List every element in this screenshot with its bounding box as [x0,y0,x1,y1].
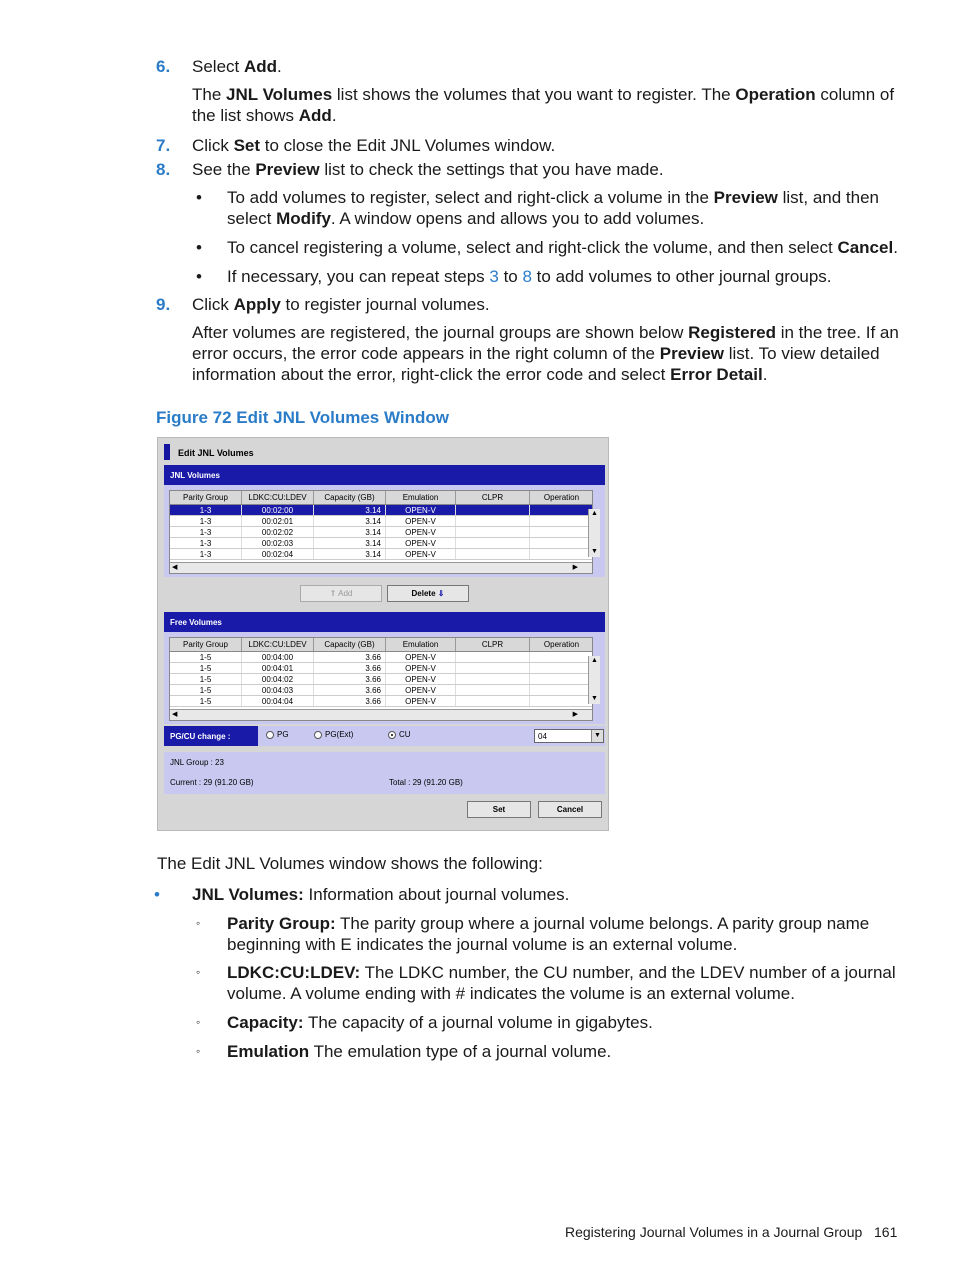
cell: 3.14 [314,505,386,515]
bold-term: Preview [713,188,778,207]
step-link[interactable]: 3 [489,267,499,286]
circle-bullet-icon: ◦ [196,1015,201,1029]
cell: 3.66 [314,674,386,684]
list-item-text: If necessary, you can repeat steps 3 to 8 to add volumes to other journal groups. [227,267,832,286]
column-header[interactable]: Operation [530,491,593,504]
bold-term: Emulation [227,1042,310,1061]
step-number: 9. [156,295,171,314]
cell: 00:02:00 [242,505,314,515]
list-item-text: To cancel registering a volume, select and right-click the volume, and then select Cancel. [227,238,898,257]
cell: 3.66 [314,663,386,673]
cell: 1-5 [170,663,242,673]
pgcu-change-label: PG/CU change : [164,726,258,746]
free-volumes-header: Free Volumes [164,612,605,632]
table-row[interactable] [170,674,592,685]
column-header[interactable]: Emulation [386,638,456,651]
step-6-note: The JNL Volumes list shows the volumes that you want to register. The Operation column of the list shows Add. [192,85,895,125]
table-row[interactable] [170,685,592,696]
bold-term: Capacity: [227,1013,304,1032]
figure-caption: Figure 72 Edit JNL Volumes Window [156,408,449,427]
column-header[interactable]: Parity Group [170,638,242,651]
table-row[interactable] [170,527,592,538]
table-row[interactable] [170,549,592,560]
vertical-scrollbar[interactable] [588,656,600,704]
set-button[interactable]: Set [467,801,531,818]
bold-term: Preview [659,344,724,363]
delete-button[interactable] [387,585,469,602]
cell: 00:04:01 [242,663,314,673]
cell: OPEN-V [386,663,456,673]
table-row[interactable] [170,516,592,527]
cell: 00:02:01 [242,516,314,526]
bullet-icon: • [154,885,160,904]
cell [456,549,530,559]
table-row[interactable] [170,663,592,674]
cell [456,674,530,684]
cell [530,663,593,673]
bullet-icon: • [196,267,202,286]
cell: 3.14 [314,527,386,537]
double-down-icon: ⇓ [437,589,445,598]
cell: 1-3 [170,505,242,515]
scroll-down-icon[interactable]: ▼ [591,695,598,702]
scroll-right-icon[interactable]: ▶ [572,564,578,571]
vertical-scrollbar[interactable] [588,509,600,557]
step-text: Click Set to close the Edit JNL Volumes window. [192,136,556,155]
title-bar-marker [164,444,170,460]
cell: OPEN-V [386,549,456,559]
bold-term: LDKC:CU:LDEV: [227,963,361,982]
bold-term: JNL Volumes [226,85,333,104]
cell [456,663,530,673]
radio-icon [266,731,274,739]
cell: OPEN-V [386,505,456,515]
radio-label: CU [399,730,411,739]
bold-term: Parity Group: [227,914,336,933]
bold-term: Apply [233,295,281,314]
cell [456,652,530,662]
current-capacity: Current : 29 (91.20 GB) [170,778,254,787]
scroll-up-icon[interactable]: ▲ [591,657,598,664]
jnl-volumes-header: JNL Volumes [164,465,605,485]
step-number: 6. [156,57,171,76]
delete-button-label: Delete [411,589,436,598]
radio-label: PG [277,730,289,739]
cell [530,538,593,548]
page-number: 161 [874,1224,898,1240]
list-item-text: To add volumes to register, select and right-click a volume in the Preview list, and then select Modify. A window opens and allows you to add volumes. [227,188,880,228]
cell: 00:02:03 [242,538,314,548]
table-header [170,491,592,505]
table-row[interactable] [170,538,592,549]
column-header[interactable]: LDKC:CU:LDEV [242,638,314,651]
cell: 1-3 [170,549,242,559]
free-volumes-panel [164,632,605,724]
bold-term: Registered [688,323,776,342]
horizontal-scrollbar[interactable] [170,562,592,573]
step-text: Select Add. [192,57,282,76]
scroll-right-icon[interactable]: ▶ [572,711,578,718]
bullet-icon: • [196,188,202,207]
cell [530,516,593,526]
cell [530,674,593,684]
list-item-text: LDKC:CU:LDEV: The LDKC number, the CU number, and the LDEV number of a journal volume. A volume ending with # indicates the volume is an external volume. [227,963,896,1003]
cu-select[interactable] [534,729,604,743]
column-header[interactable]: CLPR [456,491,530,504]
bold-term: Cancel [837,238,894,257]
radio-cu[interactable] [388,730,411,739]
jnl-volumes-table [169,490,593,574]
table-row[interactable] [170,696,592,707]
column-header[interactable]: Operation [530,638,593,651]
bold-term: Preview [255,160,320,179]
add-button-label: Add [338,589,353,598]
table-row[interactable] [170,652,592,663]
cell [530,685,593,695]
bullet-icon: • [196,238,202,257]
jnl-group-text: JNL Group : 23 [170,758,224,767]
radio-pg-ext[interactable] [314,730,353,739]
cell: 3.66 [314,696,386,706]
circle-bullet-icon: ◦ [196,1044,201,1058]
cell: 1-5 [170,652,242,662]
cell [530,527,593,537]
cell: 3.14 [314,549,386,559]
cell: OPEN-V [386,685,456,695]
table-header [170,638,592,652]
scroll-left-icon[interactable]: ◀ [172,564,178,571]
cell: 3.14 [314,516,386,526]
list-item-text: Parity Group: The parity group where a journal volume belongs. A parity group name beginning with E indicates the journal volume is an external volume. [227,914,870,954]
cell: OPEN-V [386,527,456,537]
jnl-volumes-panel [164,485,605,577]
cell: 3.66 [314,652,386,662]
column-header[interactable]: Capacity (GB) [314,491,386,504]
cell: 1-3 [170,527,242,537]
cell: 3.66 [314,685,386,695]
column-header[interactable]: Emulation [386,491,456,504]
shows-intro: The Edit JNL Volumes window shows the following: [157,854,543,873]
cell: OPEN-V [386,652,456,662]
scroll-down-icon[interactable]: ▼ [591,548,598,555]
step-text: Click Apply to register journal volumes. [192,295,490,314]
cell [456,505,530,515]
cell: 00:04:03 [242,685,314,695]
cell: OPEN-V [386,538,456,548]
cell [456,516,530,526]
cell: 00:04:02 [242,674,314,684]
cell [530,652,593,662]
bold-term: Add [243,57,278,76]
scroll-up-icon[interactable]: ▲ [591,510,598,517]
step-number: 7. [156,136,171,155]
table-row[interactable] [170,505,592,516]
bold-term: Operation [735,85,816,104]
step-number: 8. [156,160,171,179]
add-button[interactable] [300,585,382,602]
edit-jnl-volumes-window [157,437,609,831]
column-header[interactable]: Parity Group [170,491,242,504]
cell: 1-5 [170,696,242,706]
cell: 00:04:04 [242,696,314,706]
step-link[interactable]: 8 [522,267,532,286]
total-capacity: Total : 29 (91.20 GB) [389,778,463,787]
radio-selected-icon [388,731,396,739]
jnl-group-info [164,752,605,794]
cell: OPEN-V [386,674,456,684]
cell: 1-5 [170,685,242,695]
scroll-left-icon[interactable]: ◀ [172,711,178,718]
cell: 00:02:02 [242,527,314,537]
cell [456,696,530,706]
bold-term: Modify [276,209,331,228]
cell: 1-3 [170,516,242,526]
bold-term: JNL Volumes: [192,885,304,904]
cell [530,696,593,706]
bold-term: Add [298,106,332,125]
circle-bullet-icon: ◦ [196,965,201,979]
circle-bullet-icon: ◦ [196,916,201,930]
list-item-text: Emulation The emulation type of a journal volume. [227,1042,612,1061]
cell: OPEN-V [386,516,456,526]
free-volumes-table [169,637,593,721]
column-header[interactable]: LDKC:CU:LDEV [242,491,314,504]
footer-section: Registering Journal Volumes in a Journal Group [565,1224,863,1240]
radio-pg[interactable] [266,730,289,739]
chevron-down-icon[interactable]: ▼ [591,730,603,742]
cell: 00:02:04 [242,549,314,559]
bold-term: Set [233,136,261,155]
step-text: See the Preview list to check the settings that you have made. [192,160,664,179]
radio-icon [314,731,322,739]
cell [530,505,593,515]
cell: 00:04:00 [242,652,314,662]
cell: OPEN-V [386,696,456,706]
list-item-text: JNL Volumes: Information about journal volumes. [192,885,570,904]
cell [456,527,530,537]
window-title-text: Edit JNL Volumes [178,448,254,458]
cell: 1-5 [170,674,242,684]
bold-term: Error Detail [670,365,763,384]
cell: 1-3 [170,538,242,548]
cell [456,538,530,548]
double-up-icon: ⇑ [329,589,337,598]
cell: 3.14 [314,538,386,548]
pgcu-change-row [164,726,605,746]
cancel-button[interactable]: Cancel [538,801,602,818]
column-header[interactable]: Capacity (GB) [314,638,386,651]
cell [456,685,530,695]
horizontal-scrollbar[interactable] [170,709,592,720]
radio-label: PG(Ext) [325,730,354,739]
column-header[interactable]: CLPR [456,638,530,651]
list-item-text: Capacity: The capacity of a journal volume in gigabytes. [227,1013,653,1032]
cu-select-value: 04 [538,732,547,741]
step-9-note: After volumes are registered, the journal groups are shown below Registered in the tree. If an error occurs, the error code appears in the right column of the Preview list. To view detailed information about the error, right-click the error code and select Error Detail. [192,323,899,384]
cell [530,549,593,559]
